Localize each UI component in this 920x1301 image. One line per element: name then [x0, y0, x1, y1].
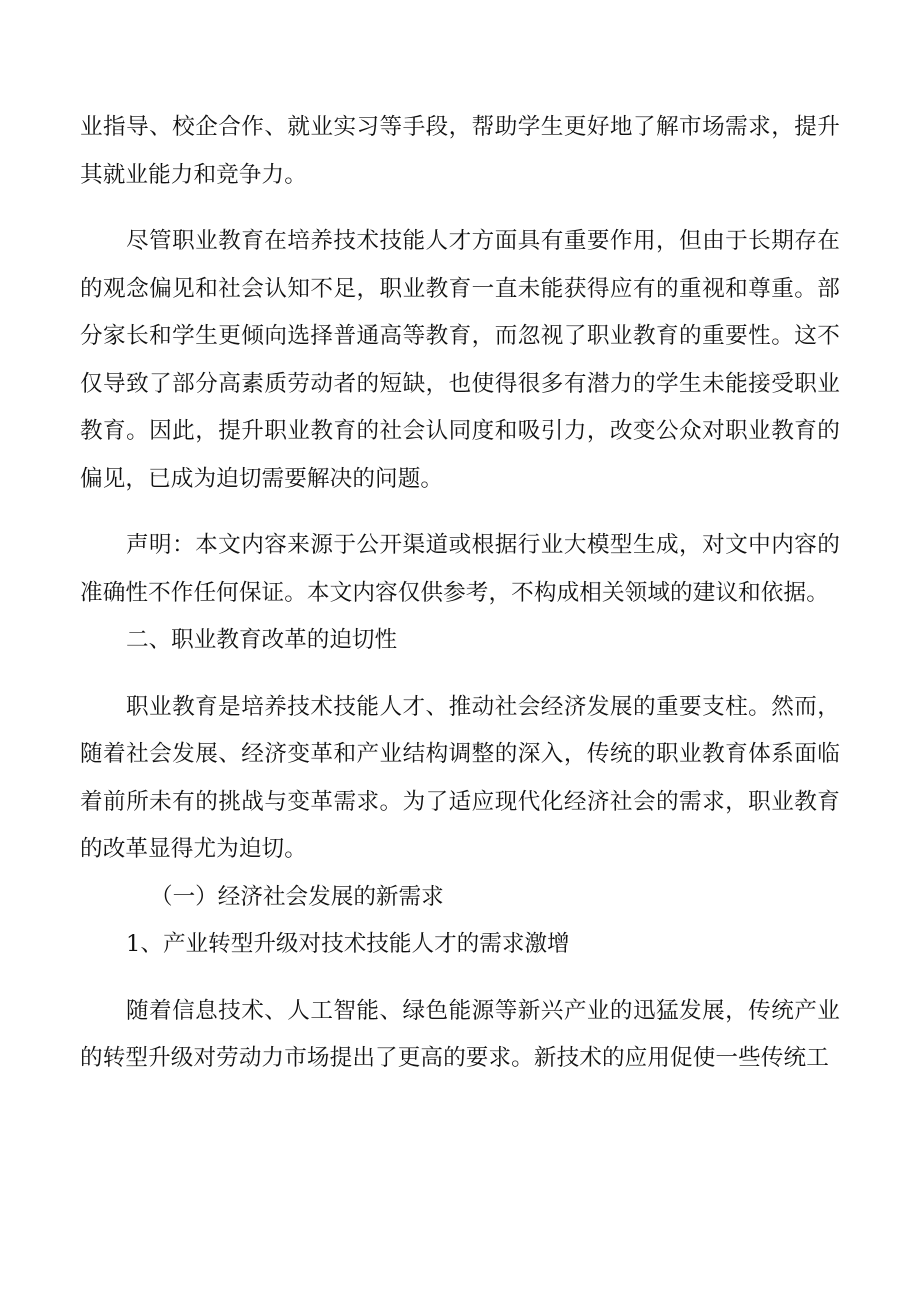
- section-heading: 二、职业教育改革的迫切性: [126, 627, 398, 653]
- paragraph-disclaimer: 声明：本文内容来源于公开渠道或根据行业大模型生成，对文中内容的准确性不作任何保证。本文内容仅供参考，不构成相关领域的建议和依据。: [80, 532, 840, 606]
- paragraph-reform-urgency: 职业教育是培养技术技能人才、推动社会经济发展的重要支柱。然而，随着社会发展、经济变革和产业结构调整的深入，传统的职业教育体系面临着前所未有的挑战与变革需求。为了适应现代化经济社会的需求，职业教育的改革显得尤为迫切。: [80, 693, 840, 862]
- paragraph-continued: 业指导、校企合作、就业实习等手段，帮助学生更好地了解市场需求，提升其就业能力和竞争力。: [80, 114, 840, 188]
- document-page: [80, 104, 840, 1083]
- sub-subsection-heading: 1、产业转型升级对技术技能人才的需求激增: [126, 931, 570, 957]
- paragraph-vocational-bias: 尽管职业教育在培养技术技能人才方面具有重要作用，但由于长期存在的观念偏见和社会认知不足，职业教育一直未能获得应有的重视和尊重。部分家长和学生更倾向选择普通高等教育，而忽视了职业教育的重要性。这不仅导致了部分高素质劳动者的短缺，也使得很多有潜力的学生未能接受职业教育。因此，提升职业教育的社会认同度和吸引力，改变公众对职业教育的偏见，已成为迫切需要解决的问题。: [80, 228, 840, 492]
- subsection-heading: （一）经济社会发展的新需求: [150, 883, 444, 910]
- paragraph-industry-upgrade: 随着信息技术、人工智能、绿色能源等新兴产业的迅猛发展，传统产业的转型升级对劳动力市场提出了更高的要求。新技术的应用促使一些传统工: [80, 997, 840, 1071]
